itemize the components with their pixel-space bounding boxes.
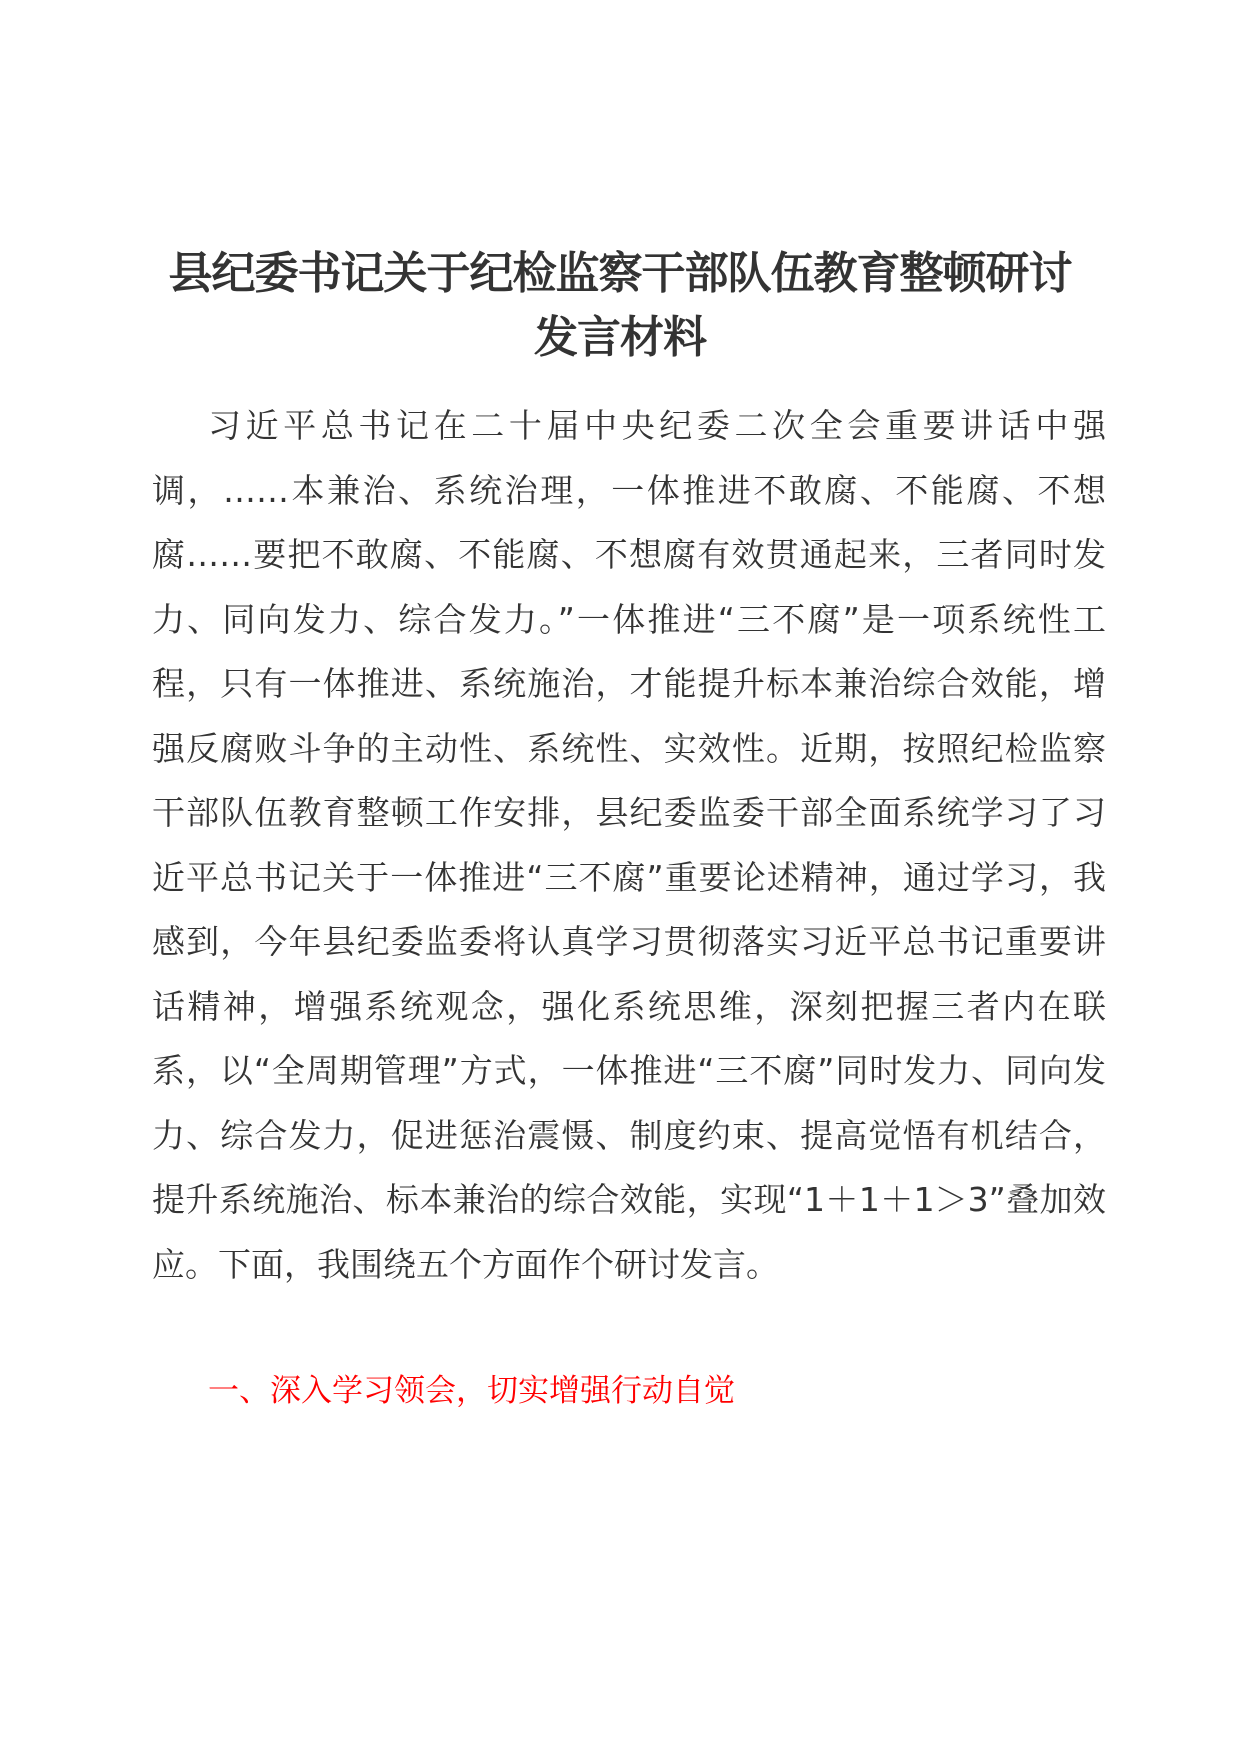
document-title: 县纪委书记关于纪检监察干部队伍教育整顿研讨发言材料 [168,248,1072,363]
intro-paragraph: 习近平总书记在二十届中央纪委二次全会重要讲话中强调，……本兼治、系统治理，一体推进不敢腐、不能腐、不想腐……要把不敢腐、不能腐、不想腐有效贯通起来，三者同时发力、同向发力、综合发力。”一体推进“三不腐”是一项系统性工程，只有一体推进、系统施治，才能提升标本兼治综合效能，增强反腐败斗争的主动性、系统性、实效性。近期，按照纪检监察干部队伍教育整顿工作安排，县纪委监委干部全面系统学习了习近平总书记关于一体推进“三不腐”重要论述精神，通过学习，我感到，今年县纪委监委将认真学习贯彻落实习近平总书记重要讲话精神，增强系统观念，强化系统思维，深刻把握三者内在联系，以“全周期管理”方式，一体推进“三不腐”同时发力、同向发力、综合发力，促进惩治震慑、制度约束、提高觉悟有机结合，提升系统施治、标本兼治的综合效能，实现“1＋1＋1＞3”叠加效应。下面，我围绕五个方面作个研讨发言。 [152,406,1106,1284]
section-heading: 一、深入学习领会，切实增强行动自觉 [208,1373,735,1409]
